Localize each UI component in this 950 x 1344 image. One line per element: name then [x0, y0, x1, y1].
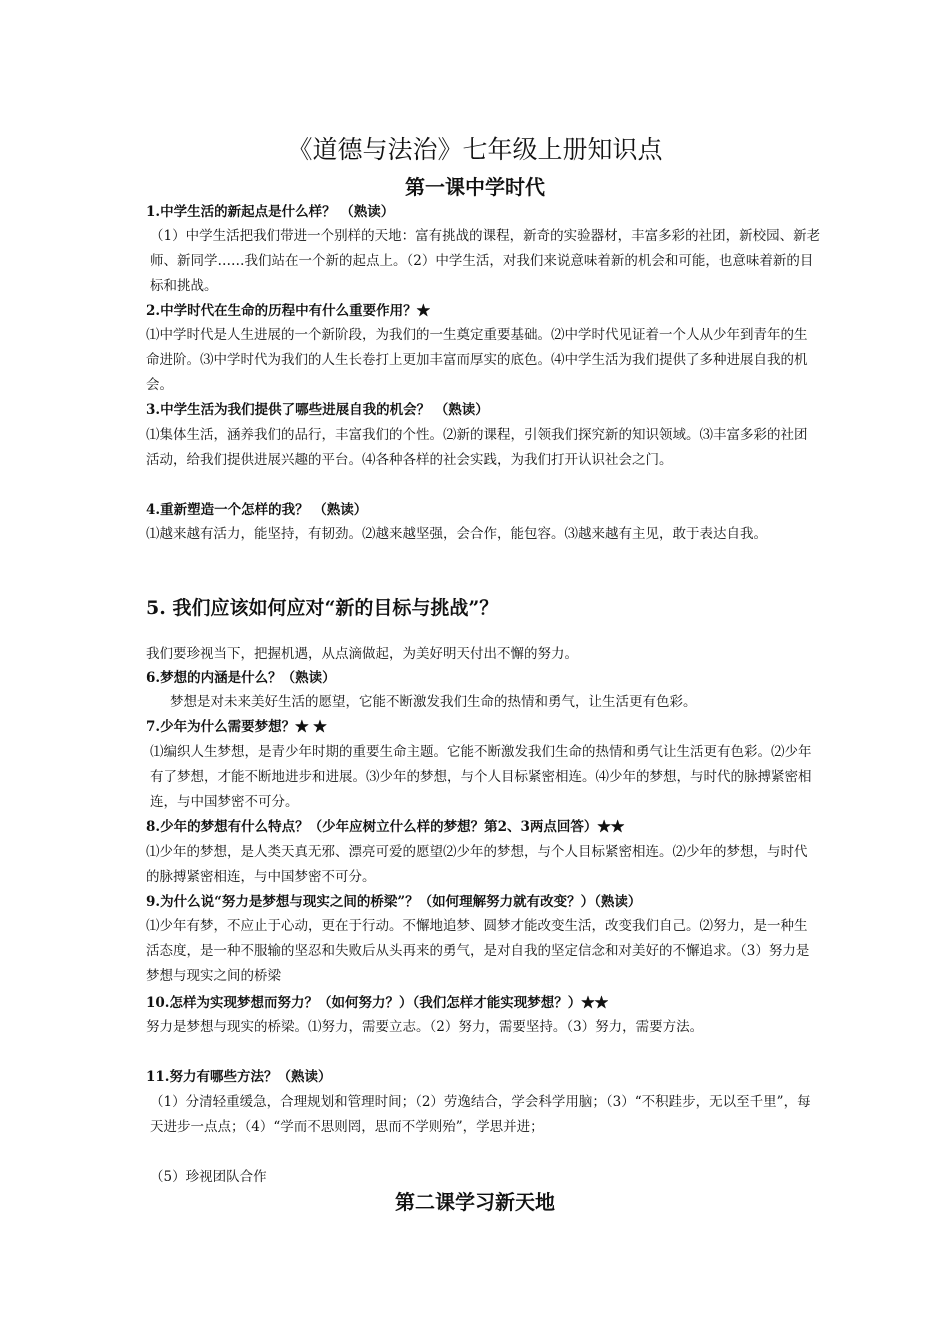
answer-5: 我们要珍视当下，把握机遇，从点滴做起，为美好明天付出不懈的努力。 — [146, 646, 578, 662]
answer-1: （1）中学生活把我们带进一个别样的天地：富有挑战的课程，新奇的实验器材，丰富多彩的社团，新校园、新老师、新同学……我们站在一个新的起点上。（2）中学生活，对我们来说意味着新的机会和可能，也意味着新的目标和挑战。 — [150, 228, 821, 294]
question-4: 4.重新塑造一个怎样的我？ （熟读） — [146, 502, 368, 518]
lesson-2-heading: 第二课学习新天地 — [395, 1190, 555, 1214]
answer-11: （1）分清轻重缓急，合理规划和管理时间；（2）劳逸结合，学会科学用脑；（3）“不积跬步，无以至千里”，每天进步一点点；（4）“学而不思则罔，思而不学则殆”，学思并进； — [150, 1094, 811, 1135]
answer-7: ⑴编织人生梦想，是青少年时期的重要生命主题。它能不断激发我们生命的热情和勇气让生活更有色彩。⑵少年有了梦想，才能不断地进步和进展。⑶少年的梦想，与个人目标紧密相连。⑷少年的梦想，与时代的脉搏紧密相连，与中国梦密不可分。 — [150, 744, 812, 810]
answer-4: ⑴越来越有活力，能坚持，有韧劲。⑵越来越坚强，会合作，能包容。⑶越来越有主见，敢于表达自我。 — [146, 526, 767, 542]
question-8: 8.少年的梦想有什么特点？（少年应树立什么样的梦想？第2、3两点回答）★★ — [146, 819, 625, 835]
question-10: 10.怎样为实现梦想而努力？（如何努力？）（我们怎样才能实现梦想？）★★ — [146, 995, 609, 1011]
question-6: 6.梦想的内涵是什么？（熟读） — [146, 670, 336, 686]
question-2: 2.中学时代在生命的历程中有什么重要作用？★ — [146, 303, 431, 319]
question-1: 1.中学生活的新起点是什么样？ （熟读） — [146, 204, 395, 220]
answer-3: ⑴集体生活，涵养我们的品行，丰富我们的个性。⑵新的课程，引领我们探究新的知识领域。⑶丰富多彩的社团活动，给我们提供进展兴趣的平台。⑷各种各样的社会实践，为我们打开认识社会之门。 — [146, 427, 808, 468]
answer-10: 努力是梦想与现实的桥梁。⑴努力，需要立志。（2）努力，需要坚持。（3）努力，需要方法。 — [146, 1019, 704, 1035]
question-3: 3.中学生活为我们提供了哪些进展自我的机会？ （熟读） — [146, 402, 489, 418]
document-title: 《道德与法治》七年级上册知识点 — [287, 135, 663, 164]
answer-2: ⑴中学时代是人生进展的一个新阶段，为我们的一生奠定重要基础。⑵中学时代见证着一个人从少年到青年的生命进阶。⑶中学时代为我们的人生长卷打上更加丰富而厚实的底色。⑷中学生活为我们提供了多种进展自我的机会。 — [146, 327, 808, 393]
answer-8: ⑴少年的梦想，是人类天真无邪、漂亮可爱的愿望⑵少年的梦想，与个人目标紧密相连。⑵少年的梦想，与时代的脉搏紧密相连，与中国梦密不可分。 — [146, 844, 808, 885]
answer-6: 梦想是对未来美好生活的愿望，它能不断激发我们生命的热情和勇气，让生活更有色彩。 — [170, 694, 697, 710]
lesson-1-heading: 第一课中学时代 — [405, 175, 545, 199]
answer-11-item-5: （5）珍视团队合作 — [150, 1169, 267, 1185]
question-11: 11.努力有哪些方法？（熟读） — [146, 1069, 332, 1085]
question-9: 9.为什么说“努力是梦想与现实之间的桥梁”？（如何理解努力就有改变？）（熟读） — [146, 894, 642, 910]
answer-9: ⑴少年有梦，不应止于心动，更在于行动。不懈地追梦、圆梦才能改变生活，改变我们自己。⑵努力，是一种生活态度，是一种不服输的坚忍和失败后从头再来的勇气，是对自我的坚定信念和对美好的不懈追求。（3）努力是梦想与现实之间的桥梁 — [146, 918, 810, 984]
question-7: 7.少年为什么需要梦想？★ ★ — [146, 719, 327, 735]
question-5: 5. 我们应该如何应对“新的目标与挑战”？ — [146, 597, 499, 619]
